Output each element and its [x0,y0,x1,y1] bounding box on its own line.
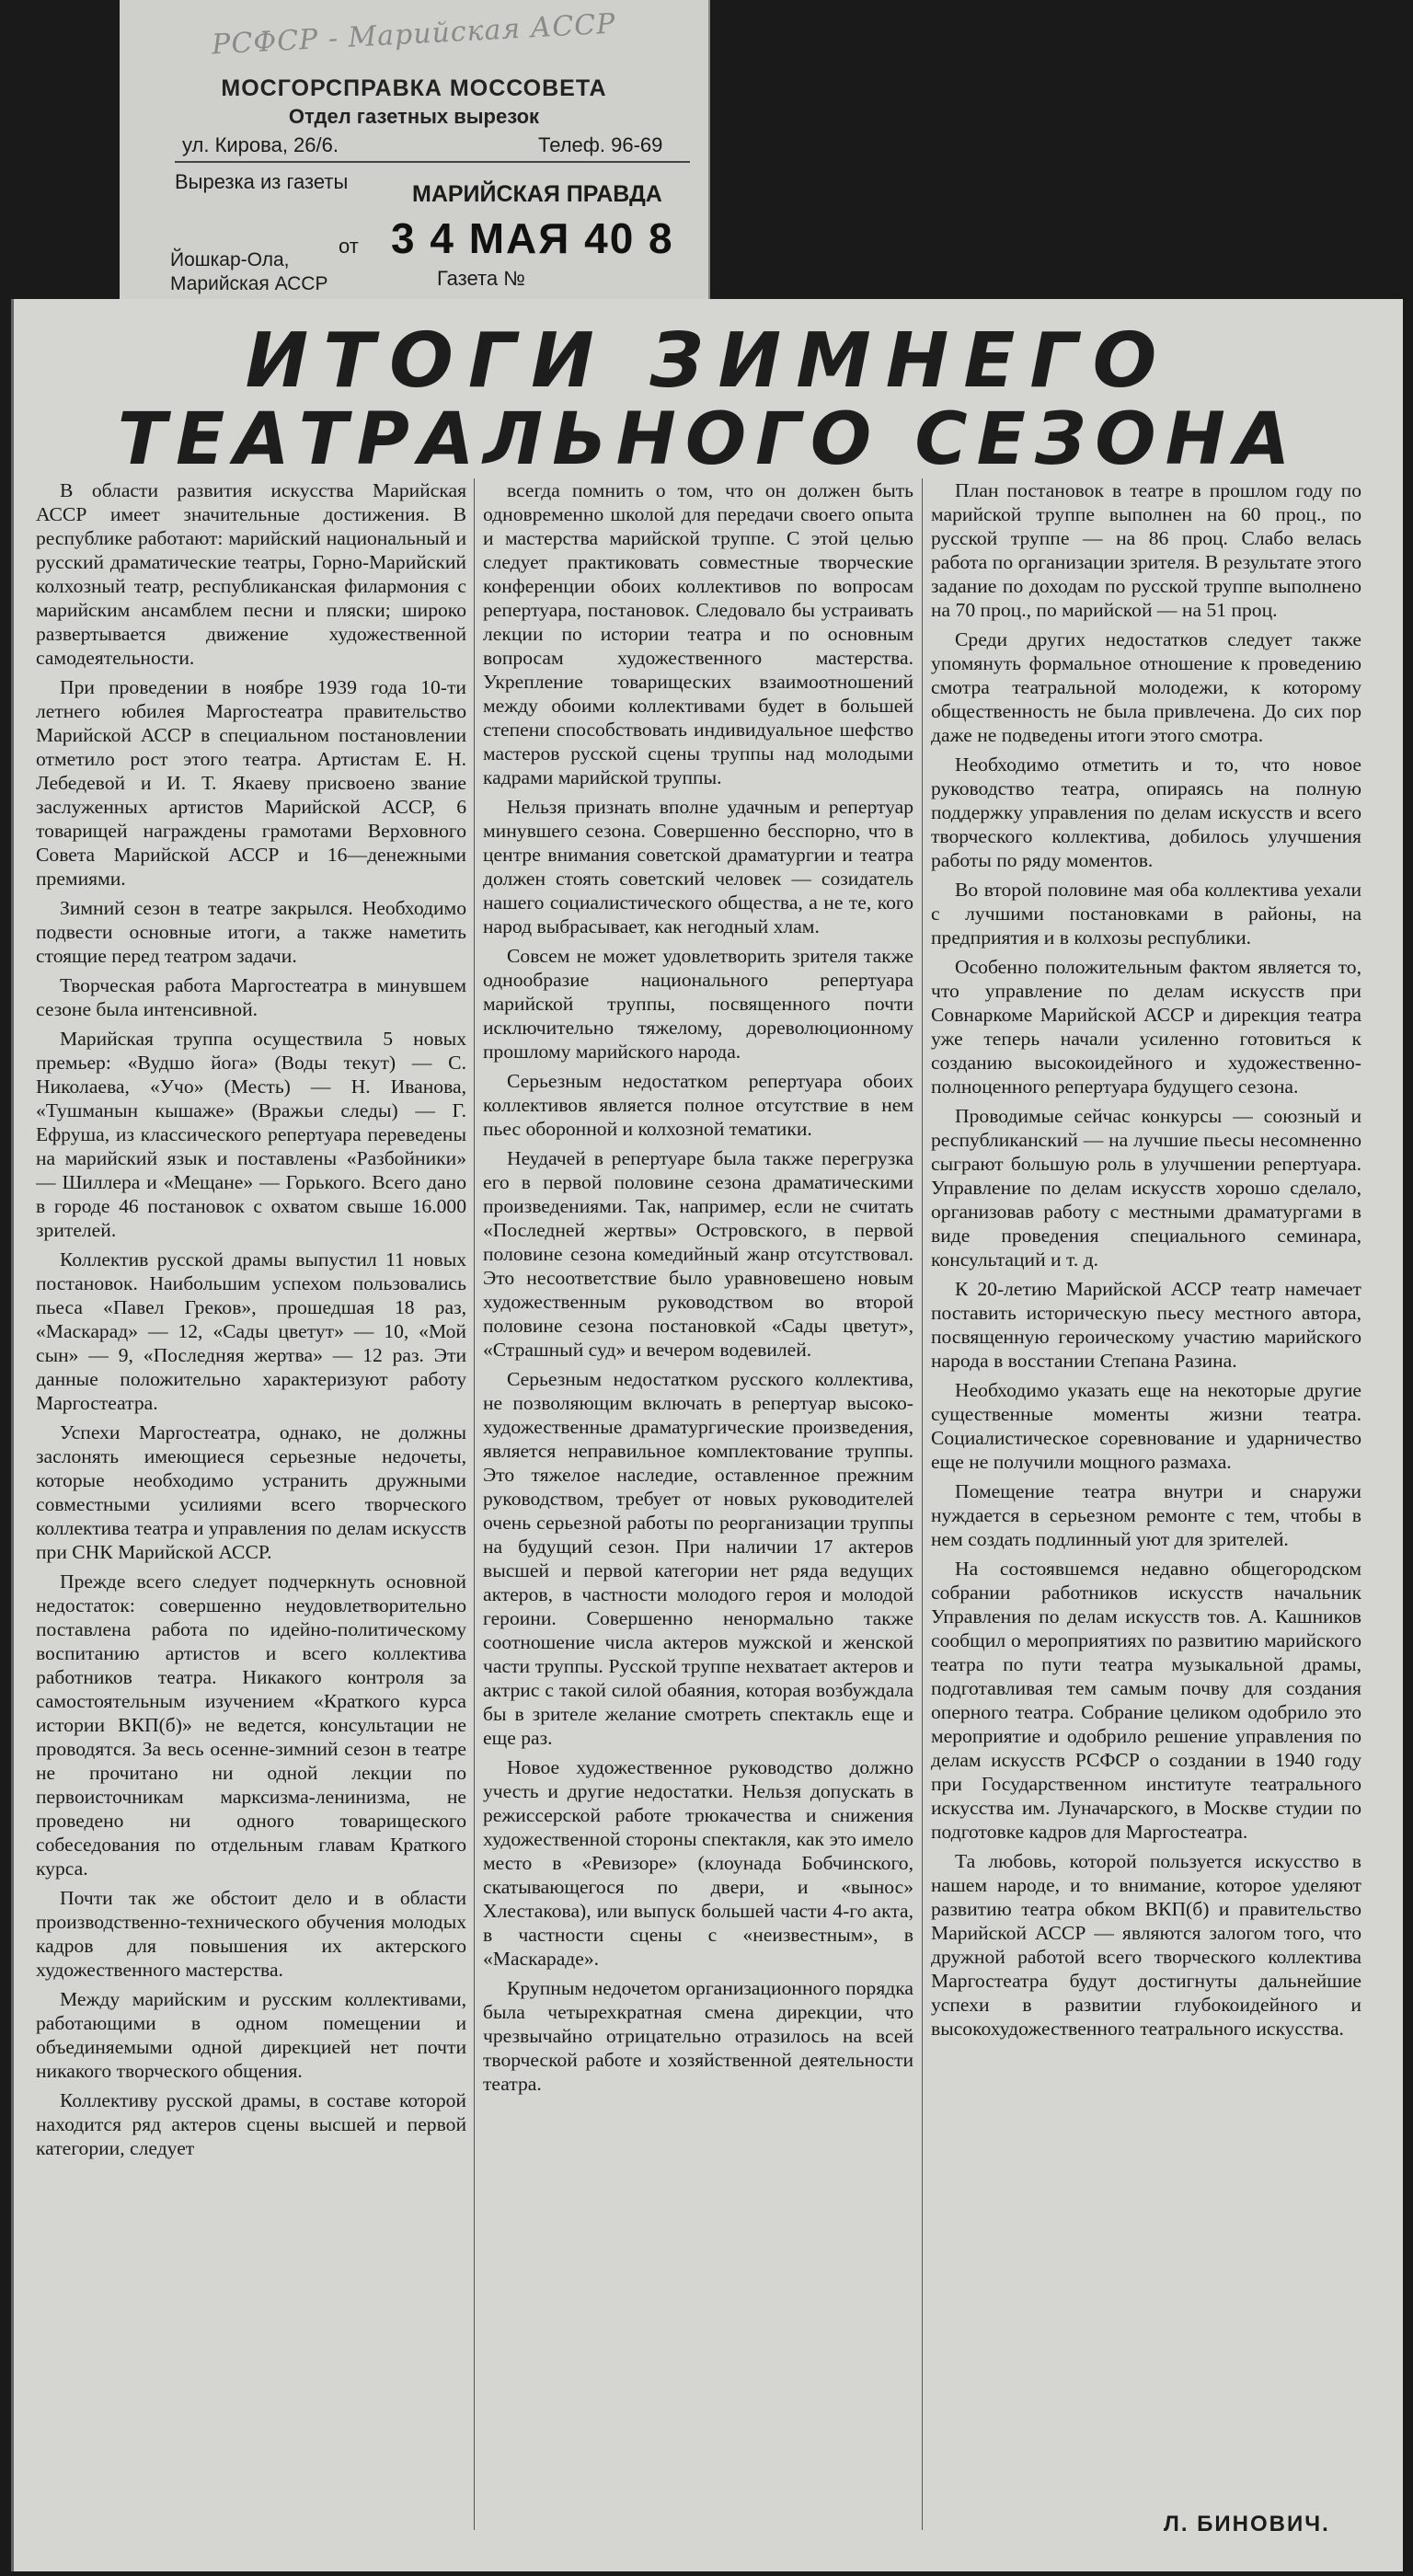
headline-line-1: ИТОГИ ЗИМНЕГО [245,317,1172,405]
date-from-label: от [339,235,359,258]
issue-number-label: Газета № [437,267,525,290]
article-paragraph: Крупным недочетом организационного порядка была четырехкратная смена дирекции, что чрезвычайно отрицательно отразилось на всей творческой работе и хозяйственной деятельности театра. [483,1977,913,2095]
article-paragraph: Между марийским и русским коллективами, работающими в одном помещении и объединяемыми одной дирекцией нет почти никакого творческого общения. [36,1988,466,2082]
newspaper-article [11,299,1403,2571]
article-paragraph: Прежде всего следует подчеркнуть основной недостаток: совершенно неудовлетворительно поставлена работа по идейно-политическому воспитанию артистов и всего коллектива работников театра. Никакого контроля за самостоятельным изучением «Краткого курса истории ВКП(б)» не ведется, консультации не проводятся. За весь осенне-зимний сезон в театре не прочитано ни одной лекции по первоисточникам марксизма-ленинизма, не проведено ни одного товарищеского собеседования по отдельным главам Краткого курса. [36,1570,466,1880]
article-paragraph: Неудачей в репертуаре была также перегрузка его в первой половине сезона драматическими произведениями. Так, например, если не считать «Последней жертвы» Островского, в первой половине сезона комедийный жанр отсутствовал. Это несоответствие было уравновешено новым художественным руководством во второй половине сезона постановкой «Сады цветут», «Страшный суд» и вечером водевилей. [483,1147,913,1361]
article-column-1 [36,478,466,2548]
article-column-3 [931,478,1361,2548]
headline-line-2: ТЕАТРАЛЬНОГО СЕЗОНА [117,398,1300,481]
article-paragraph: Новое художественное руководство должно учесть и другие недостатки. Нельзя допускать в режиссерской работе трюкачества и снижения художественной стороны спектакля, как это имело место в «Ревизоре» (клоунада Бобчинского, скатывающегося по двери, и «вынос» Хлестакова), или выпуск большей части 4-го акта, в частности сцены с «неизвестным», в «Маскараде». [483,1756,913,1970]
article-paragraph: всегда помнить о том, что он должен быть одновременно школой для передачи своего опыта и мастерства марийской труппе. С этой целью следует практиковать совместные творческие конференции обоих коллективов по вопросам репертуара, постановок. Следовало бы устраивать лекции по истории театра и по основным вопросам художественного мастерства. Укрепление товарищеских взаимоотношений между обоими коллективами будет в большей степени способствовать индивидуальное шефство мастеров русской сцены труппы над молодыми кадрами марийской труппы. [483,479,913,788]
article-paragraph: Серьезным недостатком русского коллектива, не позволяющим включать в репертуар высоко-художественные драматургические произведения, является неправильное комплектование труппы. Это тяжелое наследие, оставленное прежним руководством, требует от новых руководителей очень серьезной работы по реорганизации труппы на будущий сезон. При наличии 17 актеров высшей и первой категории нет ряда ведущих актеров, в частности молодого героя и молодой героини. Совершенно ненормально также соотношение числа актеров мужской и женской части труппы. Русской труппе нехватает актеров и актрис с такой силой обаяния, которая возбуждала бы в зрителе желание смотреть спектакль еще и еще раз. [483,1368,913,1749]
agency-name: МОСГОРСПРАВКА МОССОВЕТА [221,75,607,101]
article-paragraph: Успехи Маргостеатра, однако, не должны заслонять имеющиеся серьезные недочеты, которые необходимо устранить дружными совместными усилиями всего творческого коллектива театра и управления по делам искусств при СНК Марийской АССР. [36,1421,466,1563]
article-paragraph: Проводимые сейчас конкурсы — союзный и республиканский — на лучшие пьесы несомненно сыграют большую роль в улучшении репертуара. Управление по делам искусств хорошо сделало, организовав работу с местными драматургами в виде проведения специального семинара, консультаций и т. д. [931,1105,1361,1271]
agency-department: Отдел газетных вырезок [288,105,540,128]
article-paragraph: Необходимо указать еще на некоторые другие существенные моменты жизни театра. Социалистическое соревнование и ударничество еще не получили мощного размаха. [931,1379,1361,1473]
city-line: Йошкар-Ола, [170,249,290,270]
stamp-divider [175,161,690,163]
article-paragraph: Нельзя признать вполне удачным и репертуар минувшего сезона. Совершенно бесспорно, что в центре внимания советской драматургии и театра должен стоять советский человек — созидатель нашего социалистического общества, а не те, кого народ выбрасывает, как негодный хлам. [483,796,913,937]
article-paragraph: Марийская труппа осуществила 5 новых премьер: «Вудшо йога» (Воды текут) — С. Николаева, «Учо» (Месть) — Н. Иванова, «Тушманын кышаже» (Вражьи следы) — Г. Ефруша, из классического репертуара переведены на марийский язык и поставлены «Разбойники» — Шиллера и «Мещане» — Горького. Всего дано в городе 46 постановок с охватом свыше 16.000 зрителей. [36,1028,466,1241]
newspaper-name: МАРИЙСКАЯ ПРАВДА [412,181,662,207]
article-paragraph: Коллектив русской драмы выпустил 11 новых постановок. Наибольшим успехом пользовались пьеса «Павел Греков», прошедшая 18 раз, «Маскарад» — 12, «Сады цветут» — 10, «Мой сын» — 9, «Последняя жертва» — 12 раз. Эти данные положительно характеризуют работу Маргостеатра. [36,1248,466,1414]
article-paragraph: Необходимо отметить и то, что новое руководство театра, опираясь на полную поддержку управления по делам искусств и всего творческого коллектива, добилось улучшения работы по ряду моментов. [931,753,1361,871]
article-paragraph: Среди других недостатков следует также упомянуть формальное отношение к проведению смотра театральной молодежи, к которому общественность не была привлечена. До сих пор даже не подведены итоги этого смотра. [931,628,1361,746]
article-paragraph: При проведении в ноябре 1939 года 10-ти летнего юбилея Маргостеатра правительство Марийской АССР в специальном постановлении отметило рост этого театра. Артистам Е. Н. Лебедевой и И. Т. Якаеву присвоено звание заслуженных артистов Марийской АССР, 6 товарищей награждены грамотами Верховного Совета Марийской АССР и 16—денежными премиями. [36,676,466,890]
agency-address: ул. Кирова, 26/6. [182,133,339,156]
handwritten-note: РСФСР - Марийская АССР [211,7,617,62]
article-paragraph: Помещение театра внутри и снаружи нуждается в серьезном ремонте с тем, чтобы в нем создать подлинный уют для зрителей. [931,1480,1361,1550]
article-paragraph: Коллективу русской драмы, в составе которой находится ряд актеров сцены высшей и первой категории, следует [36,2089,466,2159]
clipping-stamp [120,0,710,299]
cut-from-label: Вырезка из газеты [175,170,349,193]
article-paragraph: Во второй половине мая оба коллектива уехали с лучшими постановками в районы, на предприятия и в колхозы республики. [931,879,1361,949]
author-signature: Л. БИНОВИЧ. [1164,2512,1330,2536]
article-paragraph: Почти так же обстоит дело и в области производственно-технического обучения молодых кадров для повышения их актерского художественного мастерства. [36,1887,466,1981]
region-line: Марийская АССР [170,273,328,294]
article-paragraph: Особенно положительным фактом является то, что управление по делам искусств при Совнаркоме Марийской АССР и дирекция театра уже теперь начали усиленно готовиться к созданию высокоидейного и художественно-полноценного репертуара будущего сезона. [931,956,1361,1098]
article-paragraph: Совсем не может удовлетворить зрителя также однообразие национального репертуара марийской труппы, посвященного почти исключительно тяжелому, дореволюционному прошлому марийского народа. [483,945,913,1063]
article-paragraph: План постановок в театре в прошлом году по марийской труппе выполнен на 60 проц., по русской труппе — на 86 проц. Слабо велась работа по организации зрителя. В результате этого задание по доходам по русской труппе выполнено на 70 проц., по марийской — на 51 проц. [931,479,1361,621]
article-paragraph: Зимний сезон в театре закрылся. Необходимо подвести основные итоги, а также наметить стоящие перед театром задачи. [36,897,466,967]
article-column-2 [483,478,913,2548]
city-block [170,248,327,296]
article-paragraph: К 20-летию Марийской АССР театр намечает поставить историческую пьесу местного автора, посвященную героическому участию марийского народа в восстании Степана Разина. [931,1278,1361,1372]
article-paragraph: Серьезным недостатком репертуара обоих коллективов является полное отсутствие в нем пьес оборонной и колхозной тематики. [483,1070,913,1140]
article-paragraph: В области развития искусства Марийская АССР имеет значительные достижения. В республике работают: марийский национальный и русский драматические театры, Горно-Марийский колхозный театр, республиканская филармония с марийским ансамблем песни и пляски; широко развертывается движение художественной самодеятельности. [36,479,466,669]
article-paragraph: Творческая работа Маргостеатра в минувшем сезоне была интенсивной. [36,974,466,1020]
agency-phone: Телеф. 96-69 [538,133,663,156]
column-divider [922,478,923,2530]
article-paragraph: На состоявшемся недавно общегородском собрании работников искусств начальник Управления по делам искусств тов. А. Кашников сообщил о мероприятиях по развитию марийского театра по пути театра музыкальной драмы, подготавливая тем самым почву для создания оперного театра. Собрание целиком одобрило это мероприятие и одобрило решение управления по делам искусств РСФСР о создании в 1940 году при Государственном институте театрального искусства им. Луначарского, в Москве студии по подготовке кадров для Маргостеатра. [931,1558,1361,1843]
article-paragraph: Та любовь, которой пользуется искусство в нашем народе, и то внимание, которое уделяют развитию театра обком ВКП(б) и правительство Марийской АССР — являются залогом того, что дружной работой всего творческого коллектива Маргостеатра будут достигнуты дальнейшие успехи в развитии глубокоидейного и высокохудожественного театрального искусства. [931,1850,1361,2040]
date-stamp: 3 4 МАЯ 40 8 [391,214,674,262]
column-divider [474,478,475,2530]
